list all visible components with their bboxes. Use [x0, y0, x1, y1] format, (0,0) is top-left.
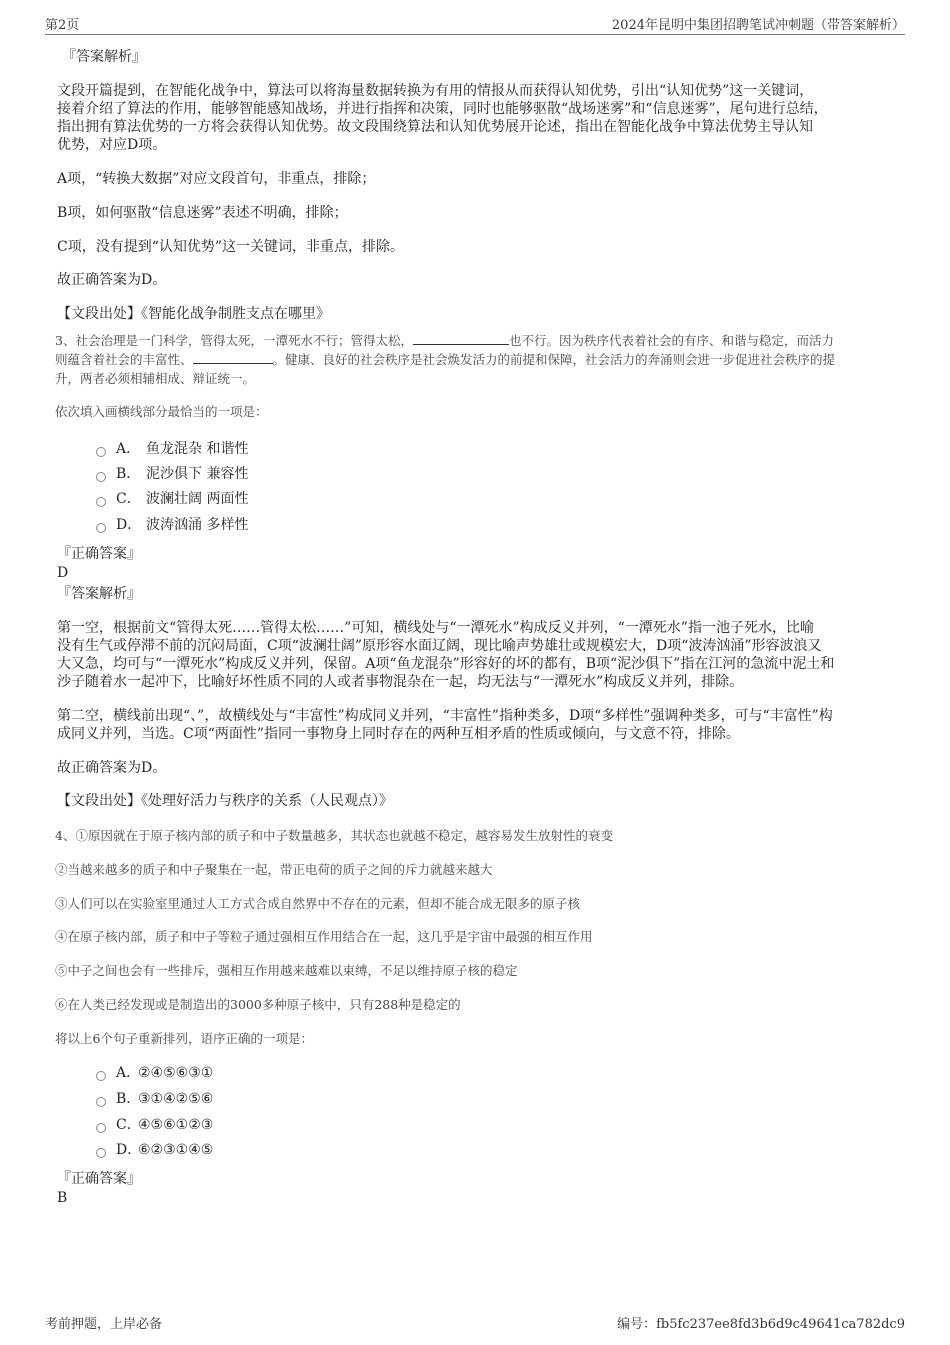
option-letter: C． — [116, 491, 141, 507]
q3-analysis-1 — [57, 619, 895, 691]
option-letter: D． — [116, 1142, 142, 1158]
q3-stem-text: 则蕴含着社会的丰富性、 — [55, 352, 193, 367]
q3-analysis-line: 成同义并列，当选。C项“两面性”指同一事物身上同时存在的两种互相矛盾的性质或倾向，与文意不符，排除。 — [57, 726, 741, 742]
radio-icon[interactable] — [96, 472, 106, 482]
option-letter: A． — [116, 1065, 141, 1081]
option-text: 波涛汹涌 多样性 — [146, 517, 249, 533]
option-letter: A． — [116, 441, 141, 457]
radio-icon[interactable] — [96, 447, 106, 457]
q4-option-c[interactable] — [96, 1116, 213, 1134]
q3-analysis-line: 没有生气或停滞不前的沉闷局面，C项“波澜壮阔”原形容水面辽阔，现比喻声势雄壮或规模宏大，D项“波涛汹涌”形容波浪又 — [57, 638, 822, 654]
q4-option-d[interactable] — [96, 1141, 213, 1159]
q4-sentence-4: ④在原子核内部，质子和中子等粒子通过强相互作用结合在一起，这几乎是宇宙中最强的相互作用 — [55, 929, 593, 944]
q4-answer-label: 『正确答案』 — [57, 1171, 141, 1187]
q3-analysis-label: 『答案解析』 — [57, 586, 141, 602]
footer-document-id: 编号：fb5fc237ee8fd3b6d9c49641ca782dc9 — [617, 1317, 905, 1332]
q3-option-b[interactable] — [96, 465, 248, 483]
q2-analysis-line: 指出拥有算法优势的一方将会获得认知优势。故文段围绕算法和认知优势展开论述，指出在智能化战争中算法优势主导认知 — [57, 119, 813, 135]
q4-sentence-5: ⑤中子之间也会有一些排斥，强相互作用越来越难以束缚，不足以维持原子核的稳定 — [55, 963, 518, 978]
q2-analysis-line: 接着介绍了算法的作用，能够智能感知战场，并进行指挥和决策，同时也能够驱散“战场迷雾”和“信息迷雾”，尾句进行总结， — [57, 101, 828, 117]
option-text: ④⑤⑥①②③ — [138, 1117, 214, 1133]
q2-a-note: A项，“转换大数据”对应文段首句，非重点，排除； — [57, 171, 376, 187]
q4-sentence-2: ②当越来越多的质子和中子聚集在一起，带正电荷的质子之间的斥力就越来越大 — [55, 862, 493, 877]
option-text: ③①④②⑤⑥ — [138, 1091, 214, 1107]
q4-sentence-6: ⑥在人类已经发现或是制造出的3000多种原子核中，只有288种是稳定的 — [55, 997, 461, 1012]
q3-stem-text: 。健康、良好的社会秩序是社会焕发活力的前提和保障，社会活力的奔涌则会进一步促进社会秩序的提 — [272, 352, 836, 367]
q2-c-note: C项，没有提到“认知优势”这一关键词，非重点，排除。 — [57, 239, 405, 255]
q3-option-a[interactable] — [96, 440, 248, 458]
radio-icon[interactable] — [96, 1071, 106, 1081]
q4-answer: B — [57, 1190, 68, 1206]
q3-stem — [55, 331, 893, 388]
q4-option-b[interactable] — [96, 1090, 213, 1108]
q2-conclusion: 故正确答案为D。 — [57, 272, 167, 288]
footer-slogan: 考前押题，上岸必备 — [45, 1317, 163, 1332]
q4-instruction: 将以上6个句子重新排列，语序正确的一项是： — [55, 1031, 313, 1046]
q3-analysis-line: 第二空，横线前出现“、”，故横线处与“丰富性”构成同义并列，“丰富性”指种类多，D项“多样性”强调种类多，可与“丰富性”构 — [57, 708, 833, 724]
q3-blank-1 — [413, 332, 509, 345]
q3-option-d[interactable] — [96, 516, 248, 534]
option-letter: C． — [116, 1117, 141, 1133]
page-header — [45, 14, 905, 35]
q3-answer: D — [57, 565, 69, 581]
option-letter: D． — [116, 517, 142, 533]
q2-analysis-label: 『答案解析』 — [62, 49, 146, 65]
q4-option-a[interactable] — [96, 1064, 213, 1082]
option-text: 波澜壮阔 两面性 — [146, 491, 249, 507]
q3-analysis-line: 大又急，均可与“一潭死水”构成反义并列，保留。A项“鱼龙混杂”形容好的坏的都有，B项“泥沙俱下”指在江河的急流中泥土和 — [57, 656, 835, 672]
radio-icon[interactable] — [96, 1123, 106, 1133]
q2-analysis-line: 文段开篇提到，在智能化战争中，算法可以将海量数据转换为有用的情报从而获得认知优势，引出“认知优势”这一关键词， — [57, 83, 814, 99]
option-letter: B． — [116, 1091, 141, 1107]
q3-instruction: 依次填入画横线部分最恰当的一项是： — [55, 404, 268, 419]
q4-sentence-1: 4、①原因就在于原子核内部的质子和中子数量越多，其状态也就越不稳定，越容易发生放射性的衰变 — [55, 828, 613, 843]
q2-b-note: B项，如何驱散“信息迷雾”表述不明确，排除； — [57, 205, 348, 221]
option-letter: B． — [116, 466, 141, 482]
q3-stem-text: 也不行。因为秩序代表着社会的有序、和谐与稳定，而活力 — [508, 333, 834, 348]
radio-icon[interactable] — [96, 1097, 106, 1107]
q3-source: 【文段出处】《处理好活力与秩序的关系（人民观点）》 — [57, 793, 393, 809]
q3-analysis-line: 沙子随着水一起冲下，比喻好坏性质不同的人或者事物混杂在一起，均无法与“一潭死水”构成反义并列，排除。 — [57, 674, 744, 690]
q3-stem-text: 升，两者必须相辅相成、辩证统一。 — [55, 371, 256, 386]
q3-analysis-line: 第一空，根据前文“管得太死……管得太松……”可知，横线处与“一潭死水”构成反义并列，“一潭死水”指一池子死水，比喻 — [57, 620, 814, 636]
document-title: 2024年昆明中集团招聘笔试冲刺题（带答案解析） — [611, 18, 905, 33]
radio-icon[interactable] — [96, 497, 106, 507]
q2-source: 【文段出处】《智能化战争制胜支点在哪里》 — [57, 306, 330, 322]
option-text: ⑥②③①④⑤ — [138, 1142, 214, 1158]
radio-icon[interactable] — [96, 1148, 106, 1158]
q4-sentence-3: ③人们可以在实验室里通过人工方式合成自然界中不存在的元素，但却不能合成无限多的原子核 — [55, 896, 581, 911]
q3-answer-label: 『正确答案』 — [57, 546, 141, 562]
radio-icon[interactable] — [96, 523, 106, 533]
q3-blank-2 — [193, 351, 273, 364]
q3-analysis-2 — [57, 707, 895, 743]
q2-analysis-line: 优势，对应D项。 — [57, 137, 167, 153]
option-text: 鱼龙混杂 和谐性 — [146, 441, 249, 457]
option-text: ②④⑤⑥③① — [138, 1065, 214, 1081]
page-number: 第2页 — [45, 18, 80, 33]
q3-conclusion: 故正确答案为D。 — [57, 760, 167, 776]
q3-stem-text: 3、社会治理是一门科学，管得太死，一潭死水不行；管得太松， — [55, 333, 413, 348]
option-text: 泥沙俱下 兼容性 — [146, 466, 249, 482]
q3-option-c[interactable] — [96, 490, 248, 508]
q2-analysis-text — [57, 82, 895, 154]
